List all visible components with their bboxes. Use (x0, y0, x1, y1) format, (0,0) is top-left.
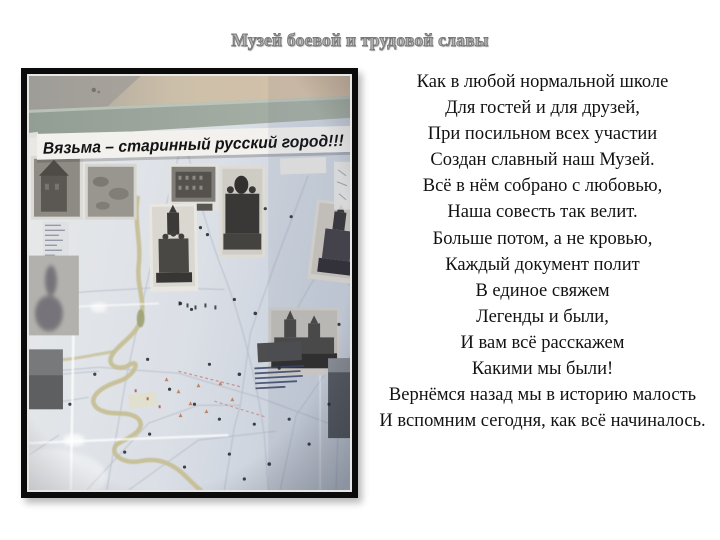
poem-line: Наша совесть так велит. (447, 202, 638, 223)
poem-line: И вспомним сегодня, как всё начиналось. (379, 411, 706, 432)
poem-line: Для гостей и для друзей, (445, 98, 640, 119)
poem-line: Вернёмся назад мы в историю малость (388, 385, 697, 406)
poem-line: Какими мы были! (471, 359, 614, 380)
poem-line: Всё в нём собрано с любовью, (422, 176, 663, 197)
poem-line: Каждый документ полит (445, 254, 640, 275)
framed-photo (21, 68, 358, 498)
poem-line: При посильном всех участии (427, 124, 658, 145)
vignette (29, 76, 350, 490)
poem-line: Легенды и были, (476, 306, 609, 327)
poem-line: Создан славный наш Музей. (430, 150, 655, 171)
page-title: Музей боевой и трудовой славы (231, 30, 489, 50)
poem-line: Больше потом, а не кровью, (432, 228, 653, 249)
photo-mat (27, 74, 352, 492)
museum-map-photo (29, 76, 350, 490)
poem-line: В единое свяжем (475, 280, 610, 301)
poem-line: И вам всё расскажем (460, 332, 625, 353)
poem-line: Как в любой нормальной школе (416, 72, 669, 92)
poem-text (365, 69, 720, 434)
